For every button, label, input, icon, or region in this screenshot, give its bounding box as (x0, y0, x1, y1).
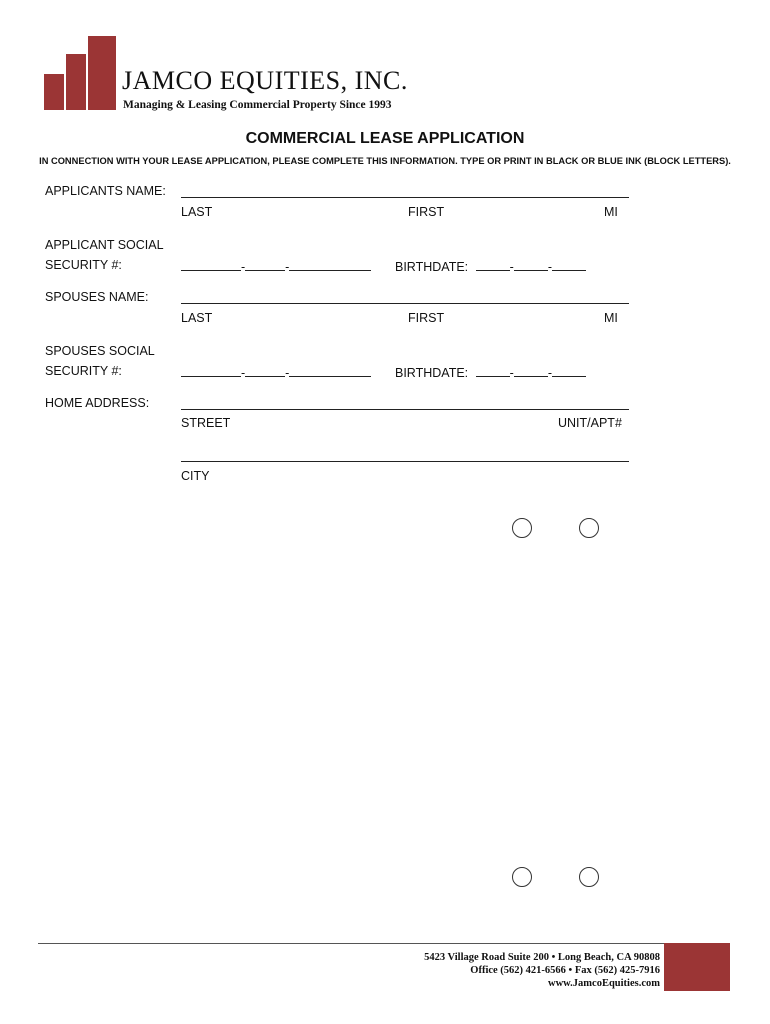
spouse-birthdate-field[interactable] (395, 364, 586, 380)
ssn-part-1[interactable] (181, 364, 241, 377)
form-title: COMMERCIAL LEASE APPLICATION (245, 130, 525, 147)
ssn-part-3[interactable] (289, 364, 371, 377)
dash: - (241, 260, 246, 274)
applicant-ssn-label-line1: APPLICANT SOCIAL (45, 238, 164, 252)
footer-brand-block (664, 943, 730, 991)
radio-option-3[interactable] (512, 867, 532, 887)
ssn-part-2[interactable] (245, 364, 285, 377)
spouse-name-field[interactable] (181, 303, 629, 304)
birthdate-label: BIRTHDATE: (395, 260, 469, 274)
form-instructions: IN CONNECTION WITH YOUR LEASE APPLICATION, PLEASE COMPLETE THIS INFORMATION. TYPE OR PRINT IN BLACK OR BLUE INK (BLOCK LETTERS). (39, 156, 731, 166)
footer-phone: Office (562) 421-6566 • Fax (562) 425-7916 (470, 965, 660, 976)
birthdate-day[interactable] (514, 258, 548, 271)
footer-address: 5423 Village Road Suite 200 • Long Beach, CA 90808 (424, 952, 660, 963)
applicant-last-label: LAST (181, 205, 213, 219)
dash: - (509, 366, 514, 380)
company-tagline: Managing & Leasing Commercial Property Since 1993 (123, 99, 392, 111)
radio-option-4[interactable] (579, 867, 599, 887)
applicant-first-label: FIRST (408, 205, 445, 219)
birthdate-month[interactable] (476, 258, 510, 271)
radio-option-1[interactable] (512, 518, 532, 538)
applicant-ssn-label-line2: SECURITY #: (45, 258, 122, 272)
birthdate-day[interactable] (514, 364, 548, 377)
ssn-part-2[interactable] (245, 258, 285, 271)
footer-divider (38, 943, 664, 944)
logo-bar-1 (44, 74, 64, 110)
footer-contact (424, 951, 660, 990)
logo-gap-1 (64, 74, 66, 110)
home-address-label: HOME ADDRESS: (45, 396, 150, 410)
ssn-part-1[interactable] (181, 258, 241, 271)
birthdate-year[interactable] (552, 364, 586, 377)
birthdate-label: BIRTHDATE: (395, 366, 469, 380)
ssn-part-3[interactable] (289, 258, 371, 271)
birthdate-year[interactable] (552, 258, 586, 271)
dash: - (547, 366, 552, 380)
footer-website[interactable]: www.JamcoEquities.com (548, 978, 660, 989)
spouse-mi-label: MI (604, 311, 618, 325)
street-field[interactable] (181, 409, 629, 410)
street-label: STREET (181, 416, 231, 430)
city-label: CITY (181, 469, 210, 483)
dash: - (285, 366, 290, 380)
dash: - (285, 260, 290, 274)
applicant-name-field[interactable] (181, 197, 629, 198)
applicant-birthdate-field[interactable] (395, 258, 586, 274)
spouse-ssn-field[interactable] (181, 364, 371, 380)
logo-bar-3 (88, 36, 116, 110)
company-name: JAMCO EQUITIES, INC. (122, 66, 408, 95)
dash: - (547, 260, 552, 274)
dash: - (241, 366, 246, 380)
birthdate-month[interactable] (476, 364, 510, 377)
city-field[interactable] (181, 461, 629, 462)
spouse-ssn-label-line1: SPOUSES SOCIAL (45, 344, 155, 358)
spouse-ssn-label-line2: SECURITY #: (45, 364, 122, 378)
applicant-name-label: APPLICANTS NAME: (45, 184, 166, 198)
spouse-name-label: SPOUSES NAME: (45, 290, 149, 304)
radio-option-2[interactable] (579, 518, 599, 538)
unit-apt-label: UNIT/APT# (558, 416, 622, 430)
spouse-first-label: FIRST (408, 311, 445, 325)
logo-bar-2 (66, 54, 86, 110)
spouse-last-label: LAST (181, 311, 213, 325)
applicant-mi-label: MI (604, 205, 618, 219)
dash: - (509, 260, 514, 274)
applicant-ssn-field[interactable] (181, 258, 371, 274)
